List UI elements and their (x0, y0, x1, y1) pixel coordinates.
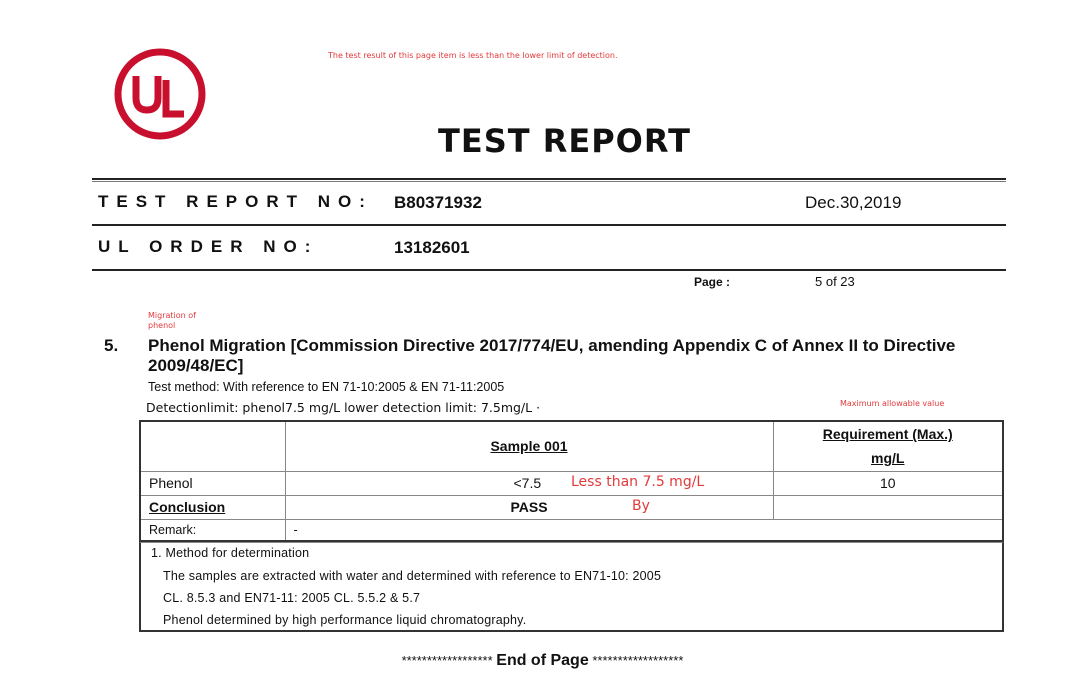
test-method: Test method: With reference to EN 71-10:2005 & EN 71-11:2005 (148, 380, 505, 394)
section-title: Phenol Migration [Commission Directive 2017/774/EU, amending Appendix C of Annex II to Directive 2009/48/EC] (148, 336, 956, 375)
section-number: 5. (104, 336, 119, 355)
notes-line: The samples are extracted with water and determined with reference to EN71-10: 2005 (163, 569, 662, 583)
report-date: Dec.30,2019 (805, 193, 902, 212)
row-sample: <7.5 (285, 471, 773, 495)
footer-text: End of Page (496, 652, 589, 669)
sample-col-header (285, 421, 773, 471)
row-requirement: 10 (773, 471, 1003, 495)
less-than-annotation: Less than 7.5 mg/L (571, 474, 705, 490)
conclusion-label-cell (140, 495, 285, 519)
top-annotation: The test result of this page item is less than the lower limit of detection. (328, 51, 618, 60)
conclusion-label: Conclusion (149, 499, 226, 515)
method-notes (139, 542, 1004, 632)
conclusion-value: PASS (285, 495, 773, 519)
conclusion-blank (773, 495, 1003, 519)
migration-annotation: Migration of phenol (148, 311, 196, 330)
remark-value: - (285, 519, 1003, 541)
requirement-header: Requirement (Max.) (822, 426, 953, 443)
header-rule-top (92, 178, 1006, 180)
report-no-value: B80371932 (394, 193, 482, 212)
row-name: Phenol (140, 471, 285, 495)
notes-line: Phenol determined by high performance liquid chromatography. (163, 613, 527, 627)
notes-line: CL. 8.5.3 and EN71-11: 2005 CL. 5.5.2 & 5.7 (163, 591, 421, 605)
remark-row (140, 519, 1003, 541)
ul-logo (114, 48, 206, 140)
sample-header: Sample 001 (490, 438, 568, 455)
report-no-label: TEST REPORT NO: (98, 192, 373, 211)
max-value-annotation: Maximum allowable value (840, 399, 945, 408)
conclusion-row (140, 495, 1003, 519)
requirement-col-header (773, 421, 1003, 471)
header-rule-top-inner (92, 181, 1006, 182)
notes-line: 1. Method for determination (151, 546, 310, 560)
remark-label: Remark: (140, 519, 285, 541)
order-no-value: 13182601 (394, 238, 470, 257)
header-rule-bottom (92, 269, 1006, 271)
unit-header: mg/L (871, 450, 905, 467)
header-rule-mid (92, 224, 1006, 226)
order-no-label: UL ORDER NO: (98, 237, 319, 256)
footer-stars-right: ****************** (592, 653, 684, 668)
page-title: TEST REPORT (438, 122, 691, 160)
page-value: 5 of 23 (815, 274, 855, 289)
end-of-page (0, 652, 1085, 670)
page-label: Page : (694, 275, 731, 289)
footer-stars-left: ****************** (401, 653, 493, 668)
detection-limit: Detectionlimit: phenol7.5 mg/L lower detection limit: 7.5mg/L · (146, 400, 541, 415)
by-annotation: By (632, 498, 650, 514)
header-blank (140, 421, 285, 471)
